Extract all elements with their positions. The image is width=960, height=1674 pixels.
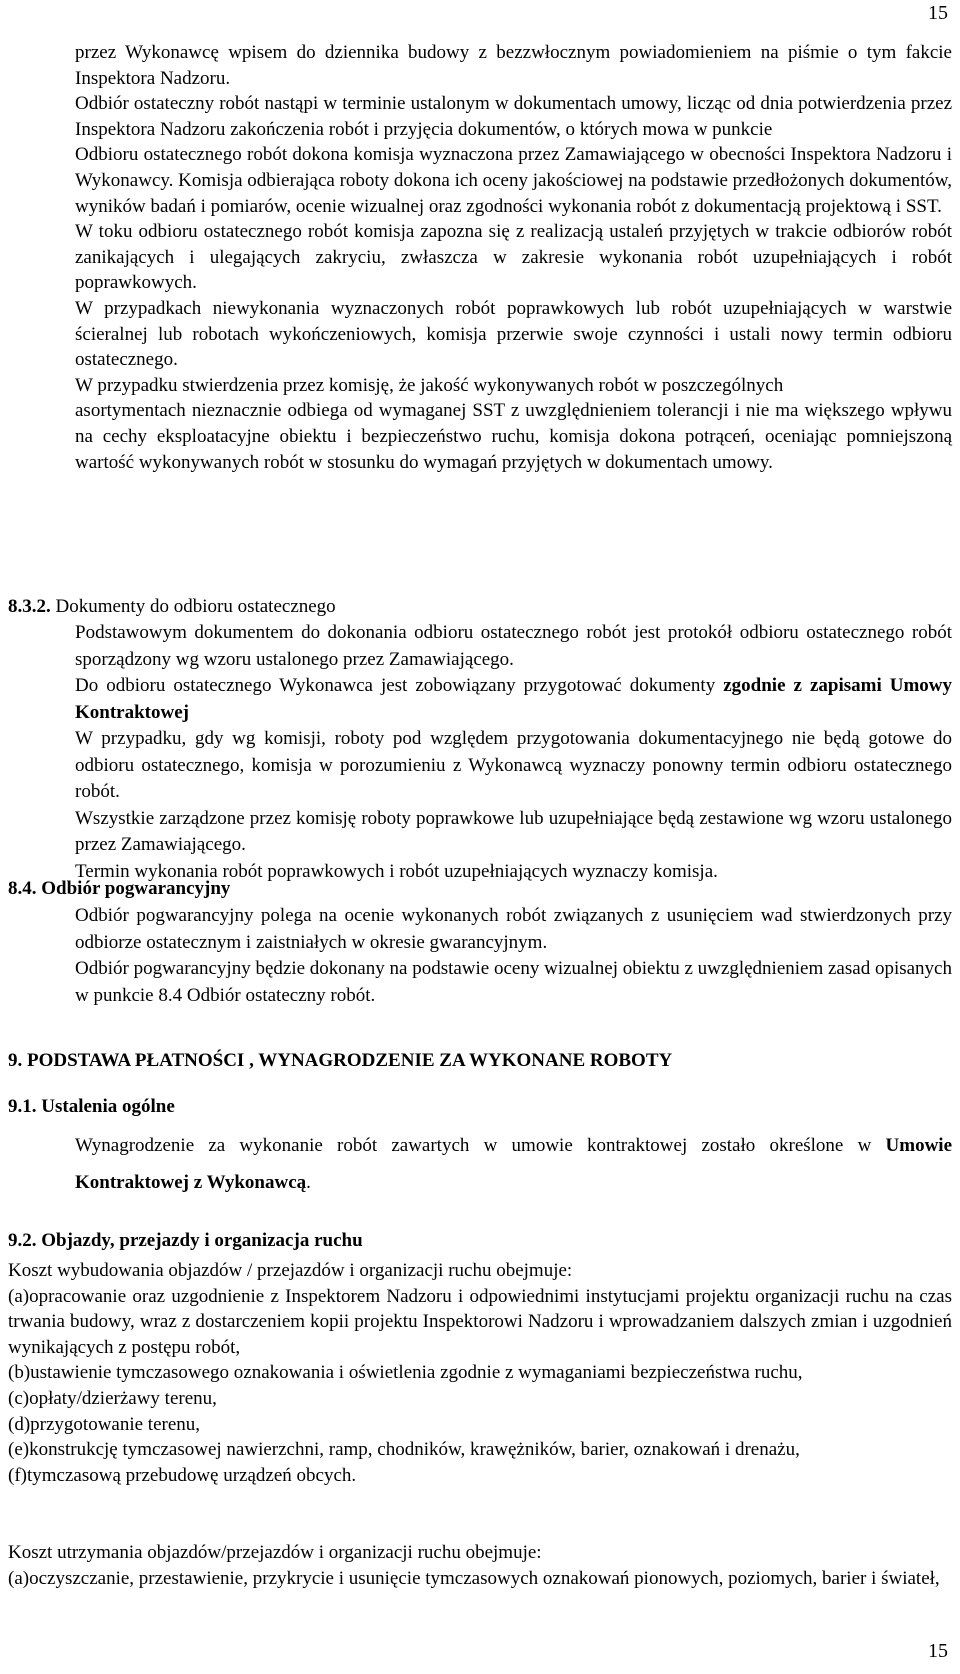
section-91-body xyxy=(75,1127,952,1201)
section-92-body-2 xyxy=(8,1540,952,1591)
paragraph: W przypadku stwierdzenia przez komisję, że jakość wykonywanych robót w poszczególnych xyxy=(75,374,784,396)
list-item: (c)opłaty/dzierżawy terenu, xyxy=(8,1387,217,1409)
list-item: (d)przygotowanie terenu, xyxy=(8,1413,201,1435)
list-item: (f)tymczasową przebudowę urządzeń obcych. xyxy=(8,1464,357,1486)
paragraph: Odbiór ostateczny robót nastąpi w terminie ustalonym w dokumentach umowy, licząc od dnia potwierdzenia przez Inspektora Nadzoru zakończenia robót i przyjęcia dokumentów, o których mowa w punkcie xyxy=(75,93,952,140)
text-normal: Wynagrodzenie za wykonanie robót zawartych w umowie kontraktowej zostało określone w xyxy=(75,1135,886,1156)
section-heading-832 xyxy=(8,594,336,619)
paragraph: Podstawowym dokumentem do dokonania odbioru ostatecznego robót jest protokół odbioru ostatecznego robót sporządzony wg wzoru ustalonego przez Zamawiającego. xyxy=(75,622,952,670)
section-heading-9: 9. PODSTAWA PŁATNOŚCI , WYNAGRODZENIE ZA WYKONANE ROBOTY xyxy=(8,1050,673,1071)
paragraph: przez Wykonawcę wpisem do dziennika budowy z bezzwłocznym powiadomieniem na piśmie o tym fakcie Inspektora Nadzoru. xyxy=(75,42,952,89)
list-item: (e)konstrukcję tymczasowej nawierzchni, ramp, chodników, krawężników, barier, oznakowań i drenażu, xyxy=(8,1439,800,1461)
section-number: 8.3.2. xyxy=(8,596,51,617)
list-item: (b)ustawienie tymczasowego oznakowania i oświetlenia zgodnie z wymaganiami bezpieczeństwa ruchu, xyxy=(8,1362,803,1384)
paragraph: W przypadku, gdy wg komisji, roboty pod względem przygotowania dokumentacyjnego nie będą gotowe do odbioru ostatecznego, komisja w porozumieniu z Wykonawcą wyznaczy ponowny termin odbioru ostatecznego robót. xyxy=(75,728,952,802)
paragraph: Odbioru ostatecznego robót dokona komisja wyznaczona przez Zamawiającego w obecności Inspektora Nadzoru i Wykonawcy. Komisja odbierająca roboty dokona ich oceny jakościowej na podstawie przedłożonych dokumentów, wyników badań i pomiarów, ocenie wizualnej oraz zgodności wykonania robót z dokumentacją projektową i SST. xyxy=(75,144,952,217)
text-bold: zgodnie z zapisami Umowy Kontraktowej xyxy=(75,675,953,723)
acceptance-text-block xyxy=(75,40,952,475)
paragraph: Koszt wybudowania objazdów / przejazdów i organizacji ruchu obejmuje: xyxy=(8,1260,573,1281)
text-normal: . xyxy=(306,1172,311,1193)
paragraph: Odbiór pogwarancyjny polega na ocenie wykonanych robót związanych z usunięciem wad stwierdzonych przy odbiorze ostatecznym i zaistniałych w okresie gwarancyjnym. xyxy=(75,905,952,953)
section-heading-92: 9.2. Objazdy, przejazdy i organizacja ruchu xyxy=(8,1230,363,1251)
section-heading-91: 9.1. Ustalenia ogólne xyxy=(8,1096,175,1117)
list-item: (a)opracowanie oraz uzgodnienie z Inspektorem Nadzoru i odpowiednimi instytucjami projektu organizacji ruchu na czas trwania budowy, wraz z dostarczeniem kopii projektu Inspektorowi Nadzoru i wprowadzaniem dalszych zmian i uzgodnień wynikających z postępu robót, xyxy=(8,1285,952,1358)
paragraph: Koszt utrzymania objazdów/przejazdów i organizacji ruchu obejmuje: xyxy=(8,1542,542,1563)
section-832-body xyxy=(75,620,952,885)
page-number-top: 15 xyxy=(928,2,948,24)
page-number-bottom: 15 xyxy=(928,1640,948,1662)
paragraph: W przypadkach niewykonania wyznaczonych robót poprawkowych lub robót uzupełniających w warstwie ścieralnej lub robotach wykończeniowych, komisja przerwie swoje czynności i ustali nowy termin odbioru ostatecznego. xyxy=(75,297,952,371)
paragraph: W toku odbioru ostatecznego robót komisja zapozna się z realizacją ustaleń przyjętych w trakcie odbiorów robót zanikających i ulegających zakryciu, zwłaszcza w zakresie wykonania robót uzupełniających i robót poprawkowych. xyxy=(75,221,952,294)
section-84-body xyxy=(75,903,952,1009)
section-92-body xyxy=(8,1258,952,1488)
section-title: Dokumenty do odbioru ostatecznego xyxy=(55,596,336,617)
paragraph: Odbiór pogwarancyjny będzie dokonany na podstawie oceny wizualnej obiektu z uwzględnieniem zasad opisanych w punkcie 8.4 Odbiór ostateczny robót. xyxy=(75,958,952,1006)
paragraph: Termin wykonania robót poprawkowych i robót uzupełniających wyznaczy komisja. xyxy=(75,860,718,882)
paragraph: Wszystkie zarządzone przez komisję roboty poprawkowe lub uzupełniające będą zestawione wg wzoru ustalonego przez Zamawiającego. xyxy=(75,807,952,855)
paragraph xyxy=(75,673,952,726)
section-heading-84: 8.4. Odbiór pogwarancyjny xyxy=(8,878,231,899)
paragraph xyxy=(75,1127,952,1201)
paragraph: asortymentach nieznacznie odbiega od wymaganej SST z uwzględnieniem tolerancji i nie ma większego wpływu na cechy eksploatacyjne obiektu i bezpieczeństwo ruchu, komisja dokona potrąceń, oceniając pomniejszoną wartość wykonywanych robót w stosunku do wymagań przyjętych w dokumentach umowy. xyxy=(75,400,952,473)
text-normal: Do odbioru ostatecznego Wykonawca jest zobowiązany przygotować dokumenty xyxy=(75,675,724,696)
list-item: (a)oczyszczanie, przestawienie, przykrycie i usunięcie tymczasowych oznakowań pionowych, poziomych, barier i świateł, xyxy=(8,1567,940,1589)
text-bold: Umowie Kontraktowej z Wykonawcą xyxy=(75,1135,952,1193)
